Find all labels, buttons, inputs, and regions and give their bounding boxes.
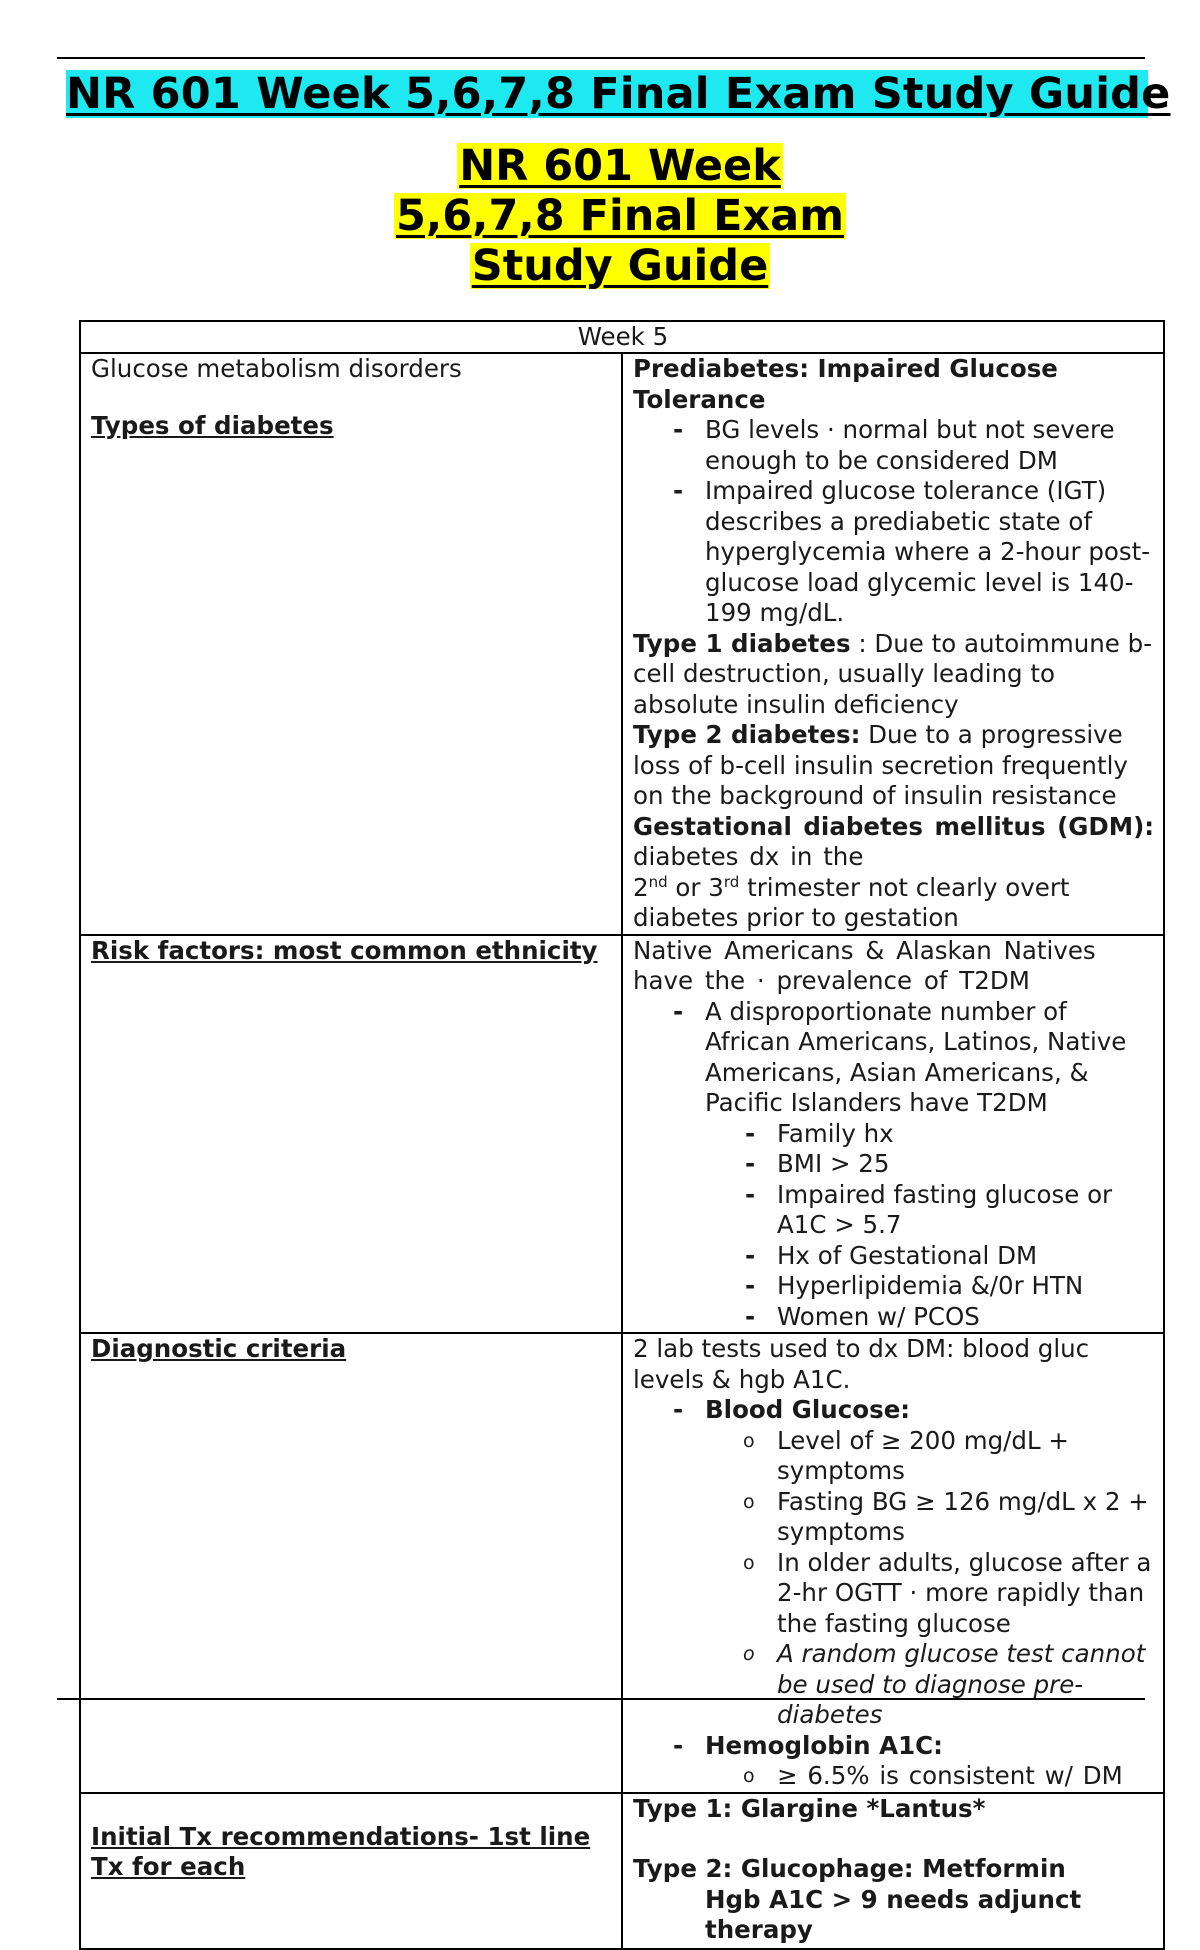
gdm-sup-nd: nd (648, 872, 668, 891)
type2-term: Type 2 diabetes: (633, 720, 861, 749)
list-item: - Family hx (777, 1119, 1155, 1150)
a1c-heading: Hemoglobin A1C: (705, 1730, 943, 1760)
list-item: - A disproportionate number of African Americans, Latinos, Native Americans, Asian Americans, & Pacific Islanders have T2DM (705, 997, 1155, 1119)
title-line-1: NR 601 Week (459, 141, 781, 191)
risk-label: Risk factors: most common ethnicity (91, 935, 598, 965)
gdm-tail: trimester not clearly overt diabetes prior to gestation (633, 872, 1070, 932)
document-title (0, 143, 1200, 293)
diagnostic-label: Diagnostic criteria (91, 1334, 347, 1363)
week-header: Week 5 (80, 321, 1164, 353)
title-line-2: 5,6,7,8 Final Exam (395, 191, 845, 241)
list-item (705, 1731, 1155, 1762)
type2-note: Hgb A1C > 9 needs adjunct therapy (705, 1884, 1082, 1944)
type2-text: Due to a progressive loss of b-cell insulin secretion frequently on the background of insulin resistance (633, 720, 1128, 810)
gdm-num: 2 (633, 872, 649, 902)
diagnostic-content-cell (622, 1333, 1164, 1793)
prediabetes-heading: Prediabetes: Impaired Glucose Tolerance (633, 354, 1058, 414)
bg-heading: Blood Glucose: (705, 1395, 911, 1424)
list-item: - Impaired fasting glucose or A1C > 5.7 (777, 1180, 1155, 1241)
type1-term: Type 1 diabetes (633, 628, 851, 658)
risk-intro: Native Americans & Alaskan Natives have the · prevalence of T2DM (633, 935, 1096, 995)
gdm-term: Gestational diabetes mellitus (GDM): (633, 811, 1155, 841)
risk-label-cell (80, 935, 622, 1334)
gdm-paragraph-2 (633, 873, 1155, 934)
diagnostic-intro: 2 lab tests used to dx DM: blood gluc levels & hgb A1C. (633, 1334, 1090, 1394)
diagnostic-list (633, 1395, 1155, 1426)
initial-content-cell (622, 1793, 1164, 1949)
list-item: - BMI > 25 (777, 1149, 1155, 1180)
initial-label-cell (80, 1793, 622, 1949)
type2-paragraph (633, 720, 1155, 812)
type1-paragraph (633, 629, 1155, 721)
list-item: - Hyperlipidemia &/0r HTN (777, 1271, 1155, 1302)
glucose-label: Glucose metabolism disorders (91, 354, 462, 383)
diagnostic-label-cell (80, 1333, 622, 1793)
risk-content-cell (622, 935, 1164, 1334)
a1c-items (633, 1761, 1155, 1792)
title-line-3: Study Guide (471, 241, 769, 291)
row-diagnostic (80, 1333, 1164, 1793)
a1c-list (633, 1731, 1155, 1762)
study-guide-table (79, 320, 1165, 1950)
list-item: - BG levels · normal but not severe enough to be considered DM (705, 415, 1155, 476)
type2-tx: Type 2: Glucophage: Metformin (633, 1854, 1066, 1883)
top-rule (57, 57, 1145, 59)
initial-label: Initial Tx recommendations- 1st line Tx for each (91, 1821, 591, 1881)
types-label: Types of diabetes (91, 410, 334, 440)
list-item: - Women w/ PCOS (777, 1302, 1155, 1333)
table-header-row (80, 321, 1164, 353)
type1-tx: Type 1: Glargine *Lantus* (633, 1793, 986, 1823)
type1-text: : Due to autoimmune b-cell destruction, usually leading to absolute insulin deficiency (633, 628, 1153, 719)
risk-list (633, 997, 1155, 1119)
row-risk (80, 935, 1164, 1334)
gdm-or: or 3 (667, 872, 724, 902)
list-item (705, 1395, 1155, 1426)
list-item: - Hx of Gestational DM (777, 1241, 1155, 1272)
title-banner (66, 69, 1171, 119)
banner-title: NR 601 Week 5,6,7,8 Final Exam Study Guide (66, 69, 1171, 119)
gdm-text: diabetes dx in the (633, 842, 864, 871)
list-item: o Level of ≥ 200 mg/dL + symptoms (777, 1426, 1155, 1487)
list-item: o In older adults, glucose after a 2-hr OGTT · more rapidly than the fasting glucose (777, 1548, 1155, 1640)
prediabetes-list (633, 415, 1155, 629)
row-initial (80, 1793, 1164, 1949)
glucose-content-cell (622, 353, 1164, 935)
risk-factors-list (633, 1119, 1155, 1333)
list-item: o A random glucose test cannot be used to diagnose pre-diabetes (777, 1639, 1155, 1731)
gdm-paragraph (633, 812, 1155, 873)
list-item: o Fasting BG ≥ 126 mg/dL x 2 + symptoms (777, 1487, 1155, 1548)
list-item: - Impaired glucose tolerance (IGT) describes a prediabetic state of hyperglycemia where a 2-hour post-glucose load glycemic level is 140-199 mg/dL. (705, 476, 1155, 629)
gdm-sup-rd: rd (723, 872, 740, 891)
row-glucose (80, 353, 1164, 935)
bg-items (633, 1426, 1155, 1731)
glucose-label-cell (80, 353, 622, 935)
list-item: o ≥ 6.5% is consistent w/ DM (777, 1761, 1155, 1792)
